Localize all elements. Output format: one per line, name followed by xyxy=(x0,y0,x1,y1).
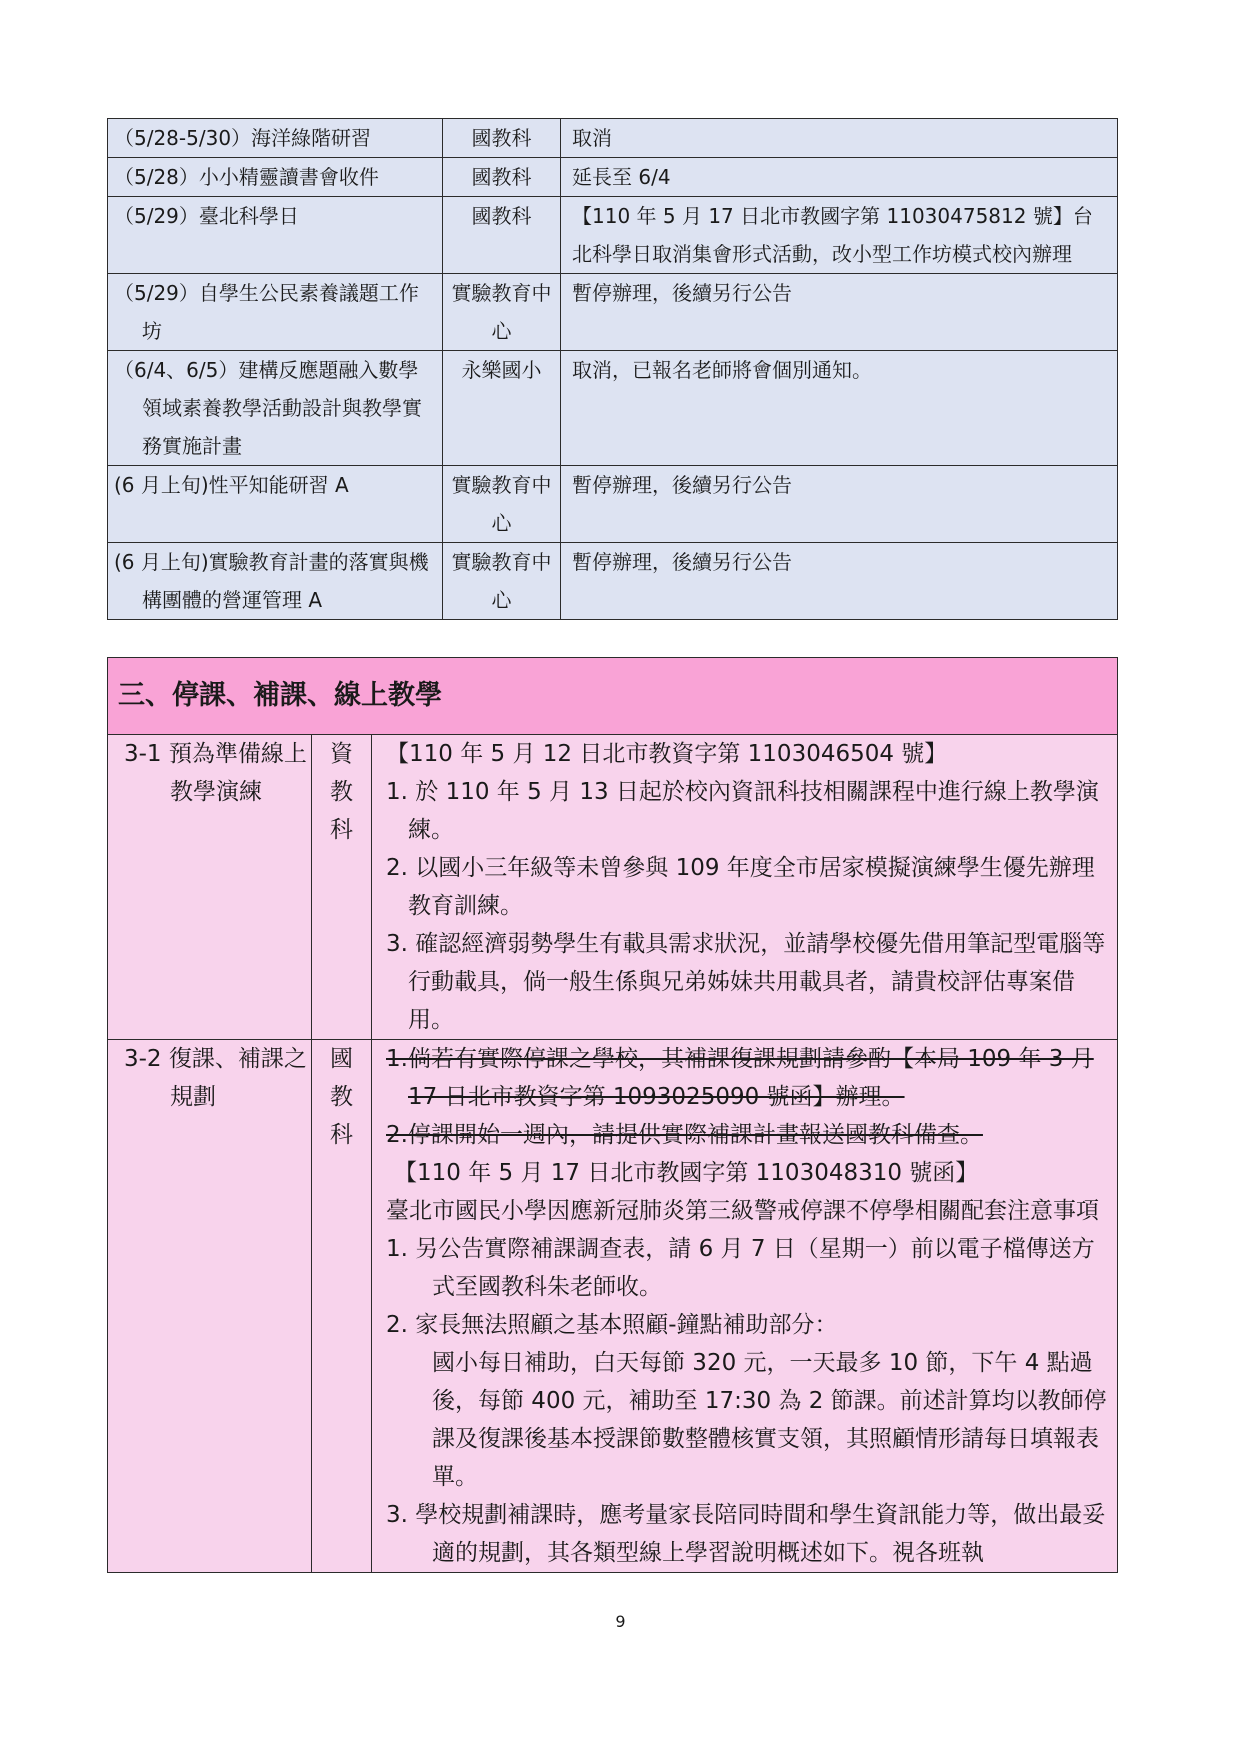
event-cell: （5/28）小小精靈讀書會收件 xyxy=(108,158,443,197)
unit-cell: 永樂國小 xyxy=(443,351,561,466)
list-item: 3. 學校規劃補課時，應考量家長陪同時間和學生資訊能力等，做出最妥適的規劃，其各類型線上學習說明概述如下。視各班執 xyxy=(386,1502,1106,1566)
item-3-1-ref: 【110 年 5 月 12 日北市教資字第 1103046504 號】 xyxy=(386,741,948,767)
section-3-title: 三、停課、補課、線上教學 xyxy=(108,658,1118,735)
event-cell: (6 月上旬)實驗教育計畫的落實與機構團體的營運管理 A xyxy=(108,543,443,620)
status-cell: 暫停辦理，後續另行公告 xyxy=(561,274,1118,351)
table-row xyxy=(108,543,1118,620)
status-cell: 取消，已報名老師將會個別通知。 xyxy=(561,351,1118,466)
unit-cell: 國教科 xyxy=(443,119,561,158)
table-row xyxy=(108,735,1118,1040)
table-row xyxy=(108,274,1118,351)
unit-cell: 實驗教育中心 xyxy=(443,466,561,543)
section-3-table xyxy=(107,657,1118,1573)
item-3-1-content xyxy=(372,735,1118,1040)
item-3-1-unit: 資 教 科 xyxy=(312,735,372,1040)
status-cell: 暫停辦理，後續另行公告 xyxy=(561,466,1118,543)
event-cell: （5/29）臺北科學日 xyxy=(108,197,443,274)
list-item: 1. 另公告實際補課調查表，請 6 月 7 日（星期一）前以電子檔傳送方式至國教科朱老師收。 xyxy=(386,1236,1095,1300)
item-3-2-ref: 【110 年 5 月 17 日北市教國字第 1103048310 號函】 xyxy=(394,1160,979,1186)
item-3-2-content xyxy=(372,1040,1118,1573)
event-status-table xyxy=(107,118,1118,620)
table-row xyxy=(108,197,1118,274)
event-cell: （5/28-5/30）海洋綠階研習 xyxy=(108,119,443,158)
struck-text: 1.倘若有實際停課之學校，其補課復課規劃請參酌【本局 109 年 3 月 17 日北市教資字第 1093025090 號函】辦理。 xyxy=(386,1046,1094,1110)
list-item: 2. 以國小三年級等未曾參與 109 年度全市居家模擬演練學生優先辦理教育訓練。 xyxy=(386,855,1095,919)
status-cell: 暫停辦理，後續另行公告 xyxy=(561,543,1118,620)
unit-cell: 國教科 xyxy=(443,158,561,197)
item-3-1-label: 3-1 預為準備線上教學演練 xyxy=(124,741,307,805)
status-cell: 取消 xyxy=(561,119,1118,158)
item-3-2-intro: 臺北市國民小學因應新冠肺炎第三級警戒停課不停學相關配套注意事項 xyxy=(386,1198,1099,1224)
table-row xyxy=(108,1040,1118,1573)
page-number: 9 xyxy=(615,1612,626,1631)
unit-cell: 實驗教育中心 xyxy=(443,543,561,620)
event-cell: （5/29）自學生公民素養議題工作坊 xyxy=(108,274,443,351)
event-cell: （6/4、6/5）建構反應題融入數學領域素養教學活動設計與教學實務實施計畫 xyxy=(108,351,443,466)
unit-cell: 實驗教育中心 xyxy=(443,274,561,351)
unit-cell: 國教科 xyxy=(443,197,561,274)
status-cell: 【110 年 5 月 17 日北市教國字第 1103047581​2 號】台北科學日取消集會形式活動，改小型工作坊模式校內辦理 xyxy=(561,197,1118,274)
table-row xyxy=(108,119,1118,158)
table-row xyxy=(108,158,1118,197)
status-cell: 延長至 6/4 xyxy=(561,158,1118,197)
item-3-2-label: 3-2 復課、補課之規劃 xyxy=(124,1046,307,1110)
event-cell: (6 月上旬)性平知能研習 A xyxy=(108,466,443,543)
table-row xyxy=(108,351,1118,466)
table-row xyxy=(108,466,1118,543)
list-item: 2. 家長無法照顧之基本照顧-鐘點補助部分： xyxy=(386,1312,838,1338)
struck-text: 2.停課開始一週內，請提供實際補課計畫報送國教科備查。 xyxy=(386,1122,983,1148)
item-3-2-unit: 國 教 科 xyxy=(312,1040,372,1573)
list-item-detail: 國小每日補助，白天每節 320 元，一天最多 10 節，下午 4 點過後，每節 400 元，補助至 17:30 為 2 節課。前述計算均以教師停課及復課後基本授課節數整體核實支領，其照顧情形請每日填報表單。 xyxy=(432,1350,1107,1490)
list-item: 3. 確認經濟弱勢學生有載具需求狀況，並請學校優先借用筆記型電腦等行動載具，倘一般生係與兄弟姊妹共用載具者，請貴校評估專案借用。 xyxy=(386,931,1106,1033)
list-item: 1. 於 110 年 5 月 13 日起於校內資訊科技相關課程中進行線上教學演練。 xyxy=(386,779,1099,843)
